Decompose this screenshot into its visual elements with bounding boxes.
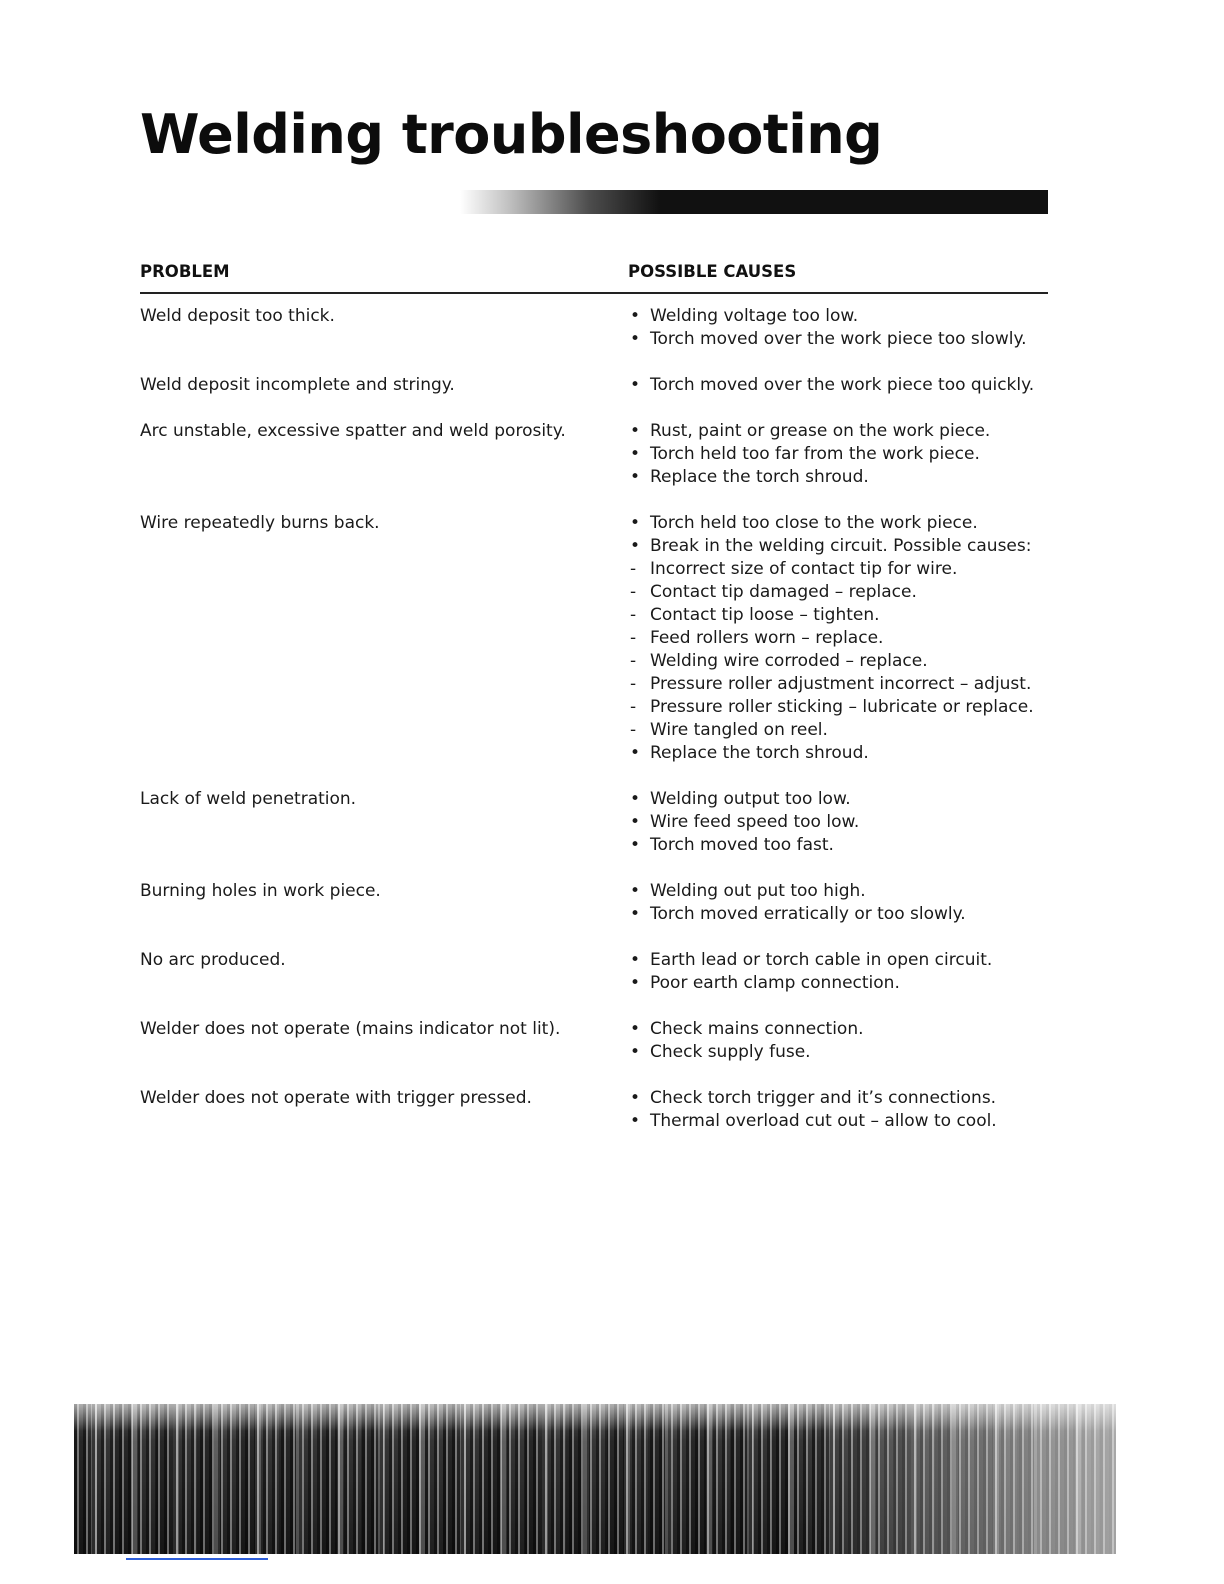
bullet-marker: • (630, 743, 641, 763)
cause-text: Rust, paint or grease on the work piece. (650, 421, 991, 441)
cause-item (628, 305, 1052, 328)
cause-item (628, 742, 1052, 765)
bullet-marker: • (630, 421, 641, 441)
causes-list (628, 305, 1052, 351)
cause-text: Contact tip damaged – replace. (650, 582, 917, 602)
cause-text: Welding voltage too low. (650, 306, 859, 326)
bullet-marker: • (630, 789, 641, 809)
cause-item (628, 972, 1052, 995)
cause-item (628, 1041, 1052, 1064)
bullet-marker: • (630, 812, 641, 832)
causes-list (628, 880, 1052, 926)
column-header-problem: PROBLEM (140, 262, 230, 281)
cause-text: Torch moved over the work piece too slowly. (650, 329, 1027, 349)
table-row (140, 512, 1052, 765)
cause-text: Welding output too low. (650, 789, 851, 809)
bullet-marker: • (630, 1088, 641, 1108)
cause-item (628, 535, 1052, 558)
causes-list (628, 1018, 1052, 1064)
cause-text: Contact tip loose – tighten. (650, 605, 880, 625)
cause-item (628, 696, 1052, 719)
bullet-marker: • (630, 467, 641, 487)
cause-text: Check mains connection. (650, 1019, 864, 1039)
bullet-marker: • (630, 973, 641, 993)
cause-item (628, 811, 1052, 834)
cause-item (628, 512, 1052, 535)
cause-item (628, 834, 1052, 857)
scan-artifact-fade (74, 1404, 1116, 1554)
problem-text: Welder does not operate with trigger pressed. (140, 1088, 532, 1108)
cause-text: Wire feed speed too low. (650, 812, 860, 832)
table-row (140, 788, 1052, 857)
causes-list (628, 374, 1052, 397)
table-row (140, 374, 1052, 397)
dash-marker: - (630, 720, 637, 740)
cause-text: Incorrect size of contact tip for wire. (650, 559, 958, 579)
cause-item (628, 328, 1052, 351)
bullet-marker: • (630, 904, 641, 924)
problem-text: No arc produced. (140, 950, 286, 970)
cause-item (628, 903, 1052, 926)
bullet-marker: • (630, 306, 641, 326)
cause-text: Welding wire corroded – replace. (650, 651, 928, 671)
problem-text: Weld deposit incomplete and stringy. (140, 375, 455, 395)
bullet-marker: • (630, 444, 641, 464)
cause-text: Wire tangled on reel. (650, 720, 828, 740)
dash-marker: - (630, 605, 637, 625)
cause-text: Torch moved erratically or too slowly. (650, 904, 966, 924)
table-row (140, 1018, 1052, 1064)
cause-item (628, 673, 1052, 696)
header-rule (140, 292, 1048, 294)
cause-text: Pressure roller adjustment incorrect – adjust. (650, 674, 1032, 694)
problem-text: Wire repeatedly burns back. (140, 513, 380, 533)
cause-text: Check torch trigger and it’s connections. (650, 1088, 997, 1108)
cause-item (628, 604, 1052, 627)
problem-text: Arc unstable, excessive spatter and weld porosity. (140, 421, 566, 441)
cause-item (628, 1018, 1052, 1041)
cause-text: Torch moved over the work piece too quickly. (650, 375, 1035, 395)
cause-item (628, 627, 1052, 650)
bullet-marker: • (630, 950, 641, 970)
table-row (140, 949, 1052, 995)
dash-marker: - (630, 582, 637, 602)
cause-item (628, 374, 1052, 397)
cause-text: Welding out put too high. (650, 881, 866, 901)
cause-item (628, 719, 1052, 742)
cause-item (628, 466, 1052, 489)
cause-item (628, 650, 1052, 673)
dash-marker: - (630, 628, 637, 648)
cause-item (628, 1110, 1052, 1133)
page-title: Welding troubleshooting (140, 103, 883, 166)
bullet-marker: • (630, 835, 641, 855)
causes-list (628, 1087, 1052, 1133)
cause-item (628, 788, 1052, 811)
bullet-marker: • (630, 375, 641, 395)
cause-text: Replace the torch shroud. (650, 743, 869, 763)
cause-text: Torch held too close to the work piece. (650, 513, 978, 533)
cause-item (628, 880, 1052, 903)
bullet-marker: • (630, 881, 641, 901)
table-row (140, 1087, 1052, 1133)
table-row (140, 420, 1052, 489)
causes-list (628, 420, 1052, 489)
dash-marker: - (630, 674, 637, 694)
cause-text: Check supply fuse. (650, 1042, 811, 1062)
cause-text: Torch moved too fast. (650, 835, 834, 855)
column-header-possible-causes: POSSIBLE CAUSES (628, 262, 797, 281)
bullet-marker: • (630, 1042, 641, 1062)
causes-list (628, 512, 1052, 765)
cause-item (628, 949, 1052, 972)
cause-text: Poor earth clamp connection. (650, 973, 900, 993)
bullet-marker: • (630, 536, 641, 556)
cause-text: Feed rollers worn – replace. (650, 628, 884, 648)
problem-text: Burning holes in work piece. (140, 881, 381, 901)
causes-list (628, 788, 1052, 857)
table-row (140, 880, 1052, 926)
cause-text: Thermal overload cut out – allow to cool. (650, 1111, 997, 1131)
dash-marker: - (630, 651, 637, 671)
problem-text: Welder does not operate (mains indicator not lit). (140, 1019, 561, 1039)
causes-list (628, 949, 1052, 995)
bullet-marker: • (630, 329, 641, 349)
cause-item (628, 581, 1052, 604)
cause-text: Replace the torch shroud. (650, 467, 869, 487)
cause-text: Pressure roller sticking – lubricate or replace. (650, 697, 1034, 717)
cause-item (628, 443, 1052, 466)
cause-item (628, 1087, 1052, 1110)
problem-text: Weld deposit too thick. (140, 306, 335, 326)
cause-text: Earth lead or torch cable in open circuit. (650, 950, 993, 970)
cause-item (628, 558, 1052, 581)
title-underline-bar (460, 190, 1048, 214)
troubleshooting-table (140, 305, 1052, 1156)
problem-text: Lack of weld penetration. (140, 789, 357, 809)
cause-text: Torch held too far from the work piece. (650, 444, 980, 464)
bullet-marker: • (630, 1111, 641, 1131)
dash-marker: - (630, 697, 637, 717)
bullet-marker: • (630, 1019, 641, 1039)
cause-item (628, 420, 1052, 443)
dash-marker: - (630, 559, 637, 579)
bullet-marker: • (630, 513, 641, 533)
cause-text: Break in the welding circuit. Possible causes: (650, 536, 1032, 556)
table-row (140, 305, 1052, 351)
bottom-accent-line (126, 1558, 268, 1560)
